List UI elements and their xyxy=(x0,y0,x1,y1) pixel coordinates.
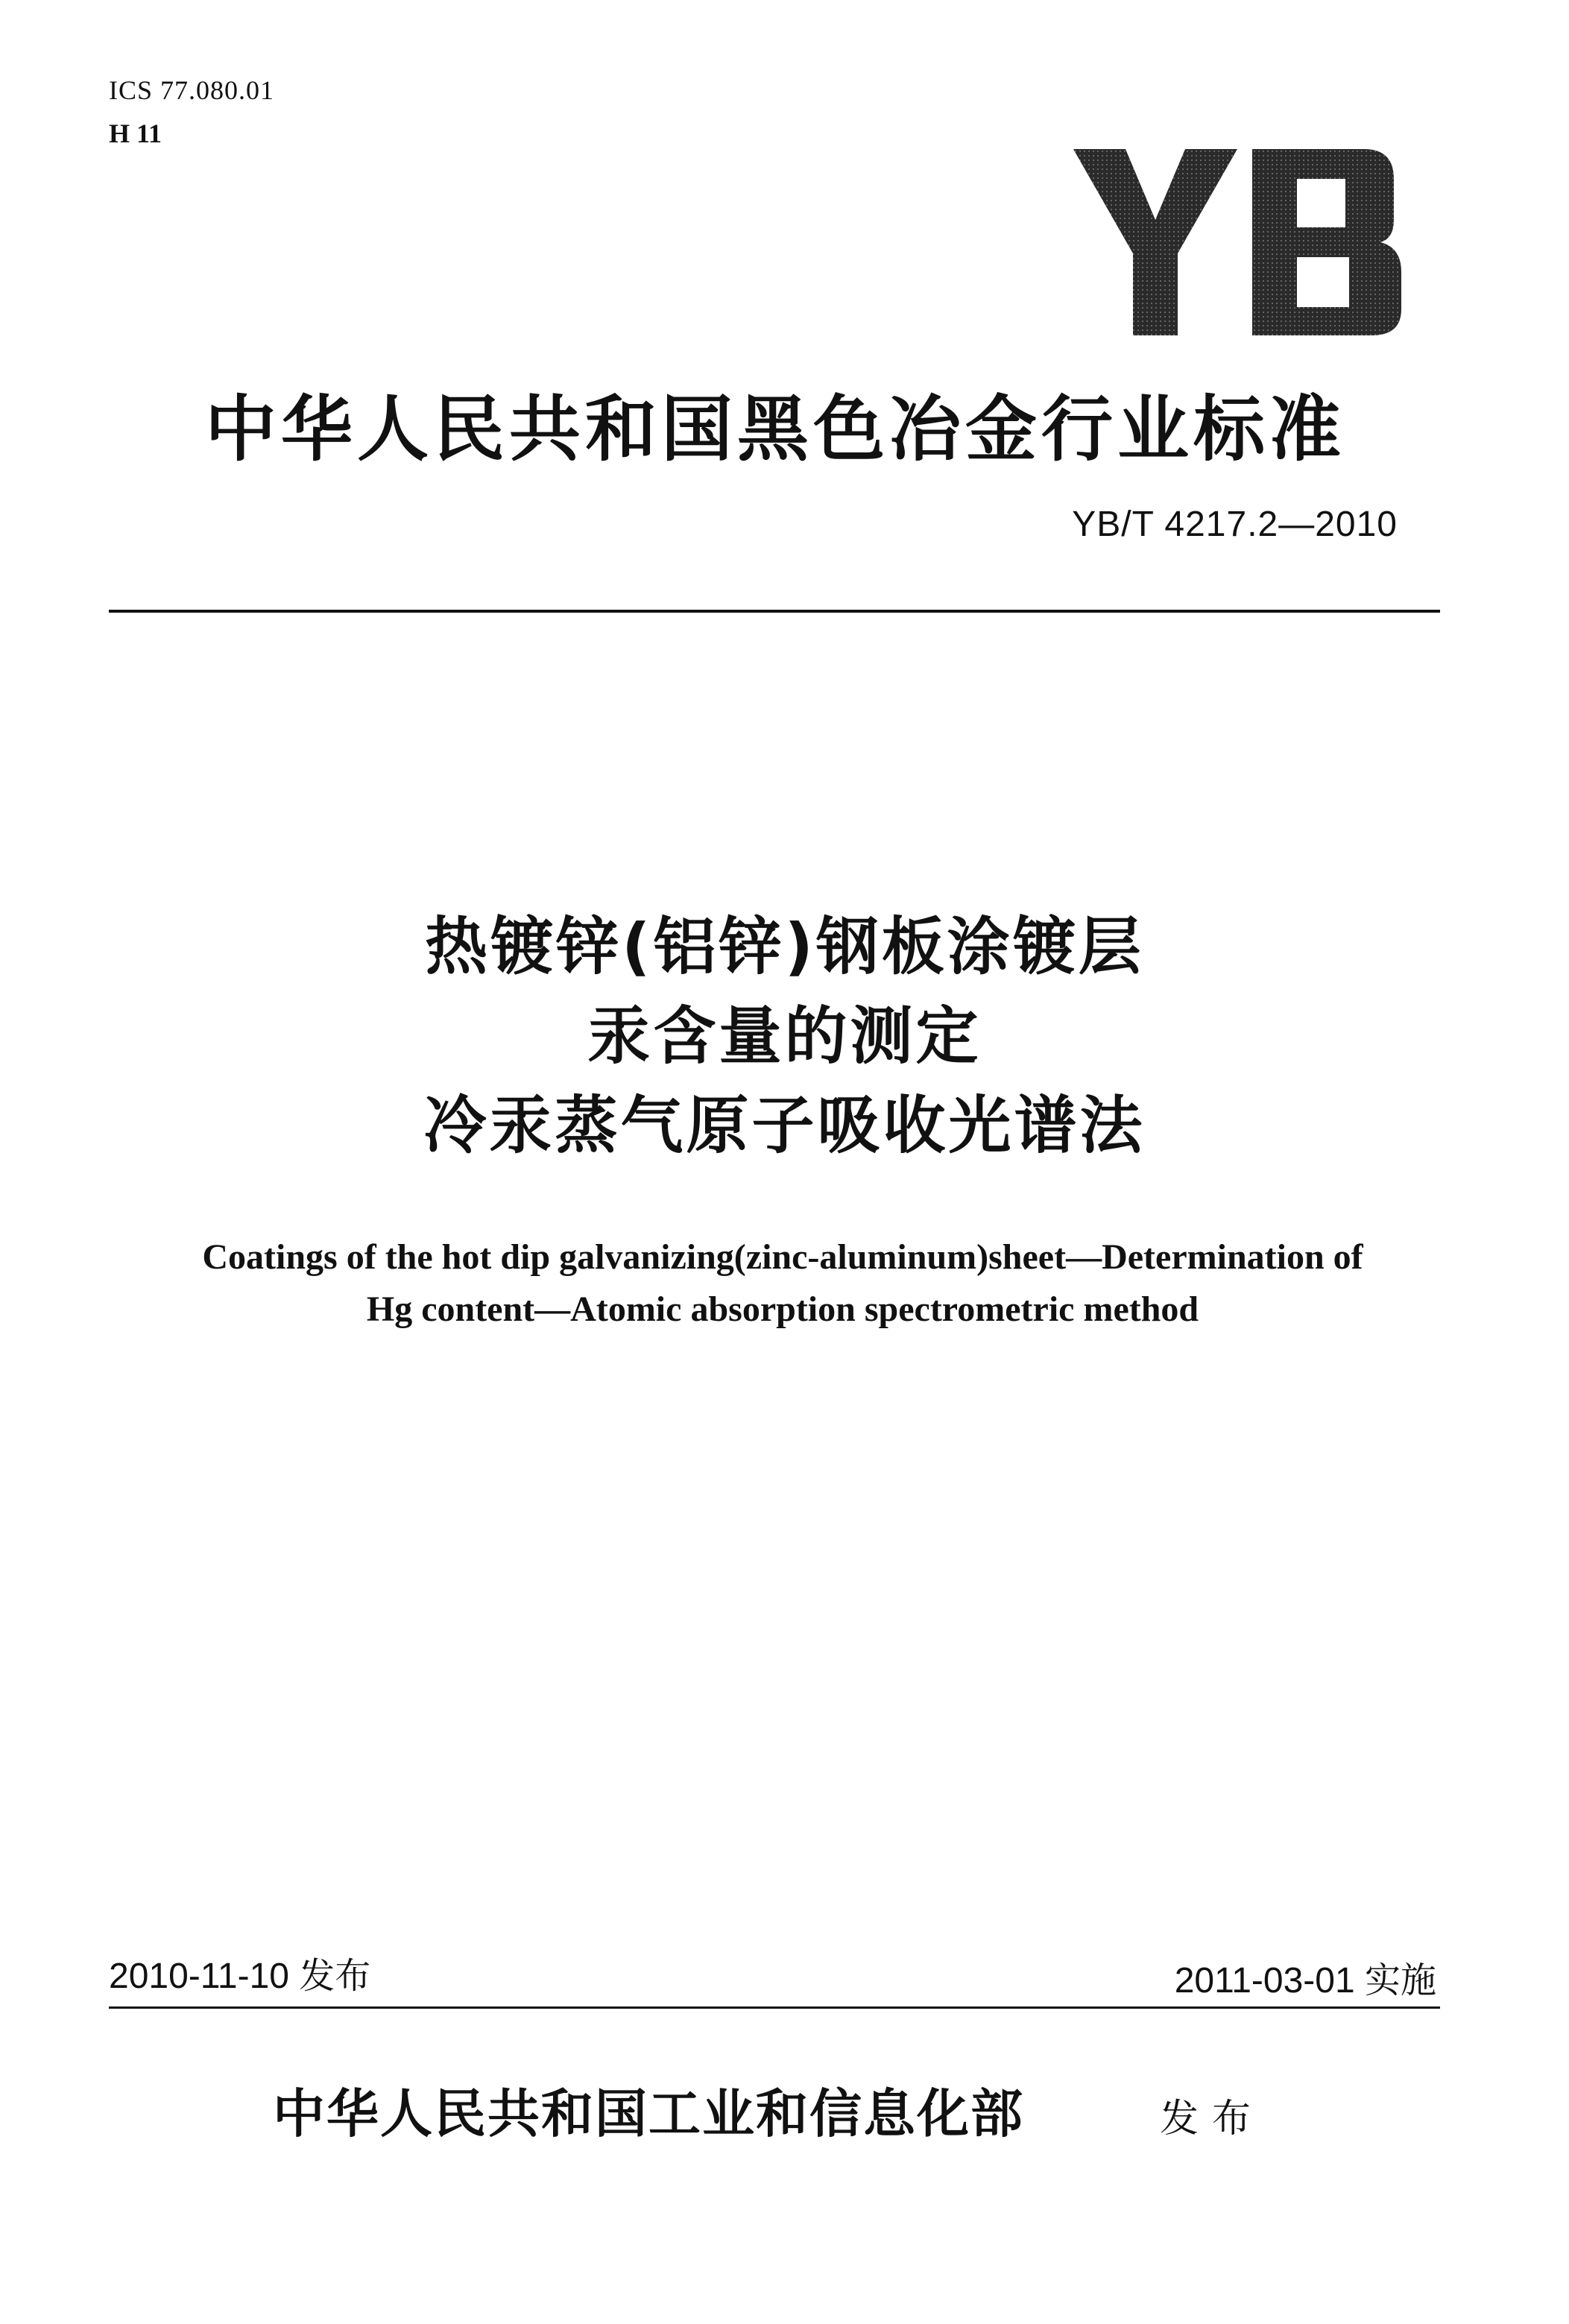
standard-category-title: 中华人民共和国黑色冶金行业标准 xyxy=(205,388,1345,471)
ccs-code: H 11 xyxy=(109,119,162,148)
chinese-title-line-2: 汞含量的测定 xyxy=(587,1000,982,1073)
chinese-title-line-1: 热镀锌(铝锌)钢板涂镀层 xyxy=(425,910,1144,983)
english-title-line-2: Hg content—Atomic absorption spectrometric method xyxy=(366,1289,1199,1329)
issue-label: 发布 xyxy=(1160,2098,1265,2141)
ics-code: ICS 77.080.01 xyxy=(109,75,275,105)
chinese-title xyxy=(0,902,1569,1170)
header-divider xyxy=(109,610,1440,613)
logo-letter-y xyxy=(1073,149,1237,335)
english-title xyxy=(89,1231,1476,1336)
issuing-authority: 中华人民共和国工业和信息化部 xyxy=(273,2086,1024,2144)
yb-logo xyxy=(1073,149,1401,335)
standard-number: YB/T 4217.2—2010 xyxy=(1072,505,1398,544)
issue-date: 2010-11-10 发布 xyxy=(109,1957,371,1996)
footer-divider xyxy=(109,2006,1440,2009)
implementation-date: 2011-03-01 实施 xyxy=(1174,1961,1436,2001)
english-title-line-1: Coatings of the hot dip galvanizing(zinc-aluminum)sheet—Determination of xyxy=(202,1237,1363,1277)
logo-letter-b xyxy=(1252,149,1401,335)
chinese-title-line-3: 冷汞蒸气原子吸收光谱法 xyxy=(423,1089,1146,1162)
